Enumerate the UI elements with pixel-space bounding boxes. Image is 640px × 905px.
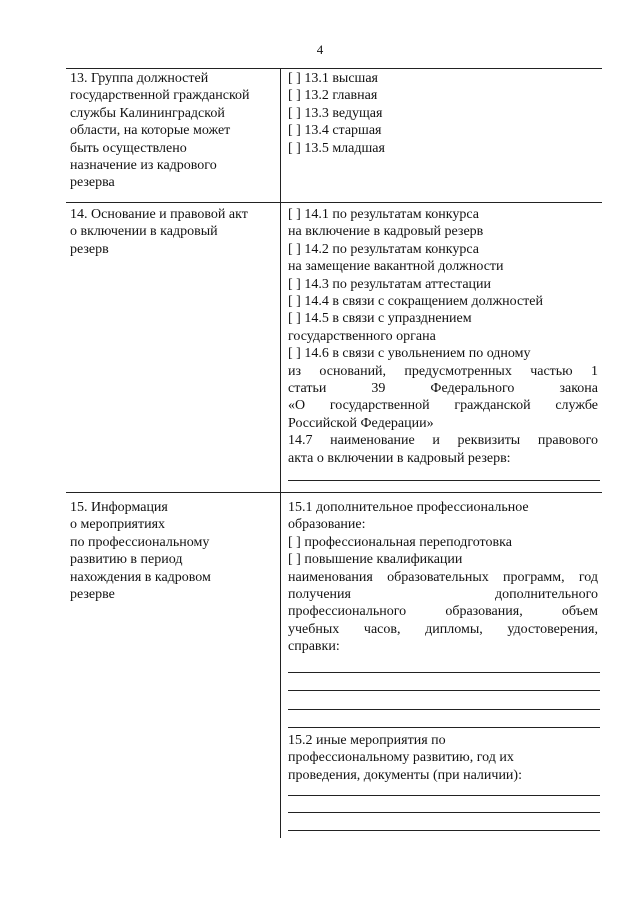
label-line: о мероприятиях — [70, 517, 166, 533]
label-line: о включении в кадровый — [70, 224, 218, 240]
checkbox-option-retraining[interactable]: [ ] профессиональная переподготовка — [288, 534, 512, 550]
checkbox-option-14-2[interactable]: [ ] 14.2 по результатам конкурса — [288, 241, 479, 257]
checkbox-option-13-1[interactable]: [ ] 13.1 высшая — [288, 71, 378, 86]
label-line: государственной гражданской — [70, 88, 250, 104]
option-text-line: Российской Федерации» — [288, 415, 434, 431]
option-text-line: на включение в кадровый резерв — [288, 224, 484, 240]
fill-line-15-1[interactable] — [288, 727, 600, 728]
checkbox-option-13-5[interactable]: [ ] 13.5 младшая — [288, 140, 385, 156]
checkbox-option-14-6[interactable]: [ ] 14.6 в связи с увольнением по одному — [288, 346, 531, 362]
label-line: назначение из кадрового — [70, 158, 217, 174]
section-15-1-options — [288, 499, 598, 656]
option-text-line: 15.2 иные мероприятия по — [288, 733, 446, 748]
label-line: по профессиональному — [70, 534, 210, 550]
option-text-line: из оснований, предусмотренных частью 1 — [288, 363, 598, 379]
option-text-line: «О государственной гражданской службе — [288, 398, 598, 414]
page-number: 4 — [316, 42, 324, 57]
option-text-line: профессиональному развитию, год их — [288, 750, 514, 766]
section-14-label — [70, 206, 270, 258]
label-line: области, на которые может — [70, 123, 231, 139]
option-text-line: государственного органа — [288, 328, 436, 344]
label-line: быть осуществлено — [70, 140, 187, 156]
label-line: службы Калининградской — [70, 105, 225, 121]
section-15-2-options — [288, 732, 598, 784]
option-text-line: акта о включении в кадровый резерв: — [288, 450, 511, 466]
checkbox-option-14-3[interactable]: [ ] 14.3 по результатам аттестации — [288, 276, 492, 292]
label-line: развитию в период — [70, 552, 183, 568]
option-text-line: 15.1 дополнительное профессиональное — [288, 500, 529, 515]
label-line: 15. Информация — [70, 500, 168, 515]
checkbox-option-qualification[interactable]: [ ] повышение квалификации — [288, 552, 463, 568]
option-text-line: профессионального образования, объем — [288, 604, 598, 620]
section-13-options — [288, 70, 598, 157]
checkbox-option-13-2[interactable]: [ ] 13.2 главная — [288, 88, 378, 104]
option-text-line: проведения, документы (при наличии): — [288, 767, 522, 783]
option-text-line: наименования образовательных программ, год — [288, 569, 598, 585]
row-divider-13-14 — [66, 202, 602, 203]
section-15-label — [70, 499, 270, 603]
option-text-line: справки: — [288, 639, 340, 655]
label-line: нахождения в кадровом — [70, 569, 211, 585]
label-line: резерва — [70, 175, 115, 191]
fill-line-15-1[interactable] — [288, 690, 600, 691]
option-text-line: получения дополнительного — [288, 587, 598, 603]
reserve-form-table — [66, 68, 602, 838]
label-line: 13. Группа должностей — [70, 71, 209, 86]
option-text-line: образование: — [288, 517, 366, 533]
checkbox-option-14-4[interactable]: [ ] 14.4 в связи с сокращением должностей — [288, 294, 544, 310]
checkbox-option-14-1[interactable]: [ ] 14.1 по результатам конкурса — [288, 207, 479, 222]
fill-line-15-1[interactable] — [288, 709, 600, 710]
table-top-border — [66, 68, 602, 69]
fill-line-15-2[interactable] — [288, 795, 600, 796]
label-line: 14. Основание и правовой акт — [70, 207, 248, 222]
option-text-line: 14.7 наименование и реквизиты правового — [288, 433, 598, 449]
option-text-line: на замещение вакантной должности — [288, 259, 504, 275]
column-divider — [280, 68, 281, 838]
section-14-options — [288, 206, 598, 467]
label-line: резерв — [70, 241, 109, 257]
option-text-line: статьи 39 Федерального закона — [288, 381, 598, 397]
option-text-line: учебных часов, дипломы, удостоверения, — [288, 621, 598, 637]
checkbox-option-13-3[interactable]: [ ] 13.3 ведущая — [288, 105, 383, 121]
label-line: резерве — [70, 587, 115, 603]
checkbox-option-13-4[interactable]: [ ] 13.4 старшая — [288, 123, 382, 139]
row-divider-14-15 — [66, 492, 602, 493]
checkbox-option-14-5[interactable]: [ ] 14.5 в связи с упразднением — [288, 311, 472, 327]
fill-line-15-1[interactable] — [288, 672, 600, 673]
section-13-label — [70, 70, 270, 192]
fill-line-15-2[interactable] — [288, 830, 600, 831]
fill-line-14-7[interactable] — [288, 480, 600, 481]
fill-line-15-2[interactable] — [288, 812, 600, 813]
